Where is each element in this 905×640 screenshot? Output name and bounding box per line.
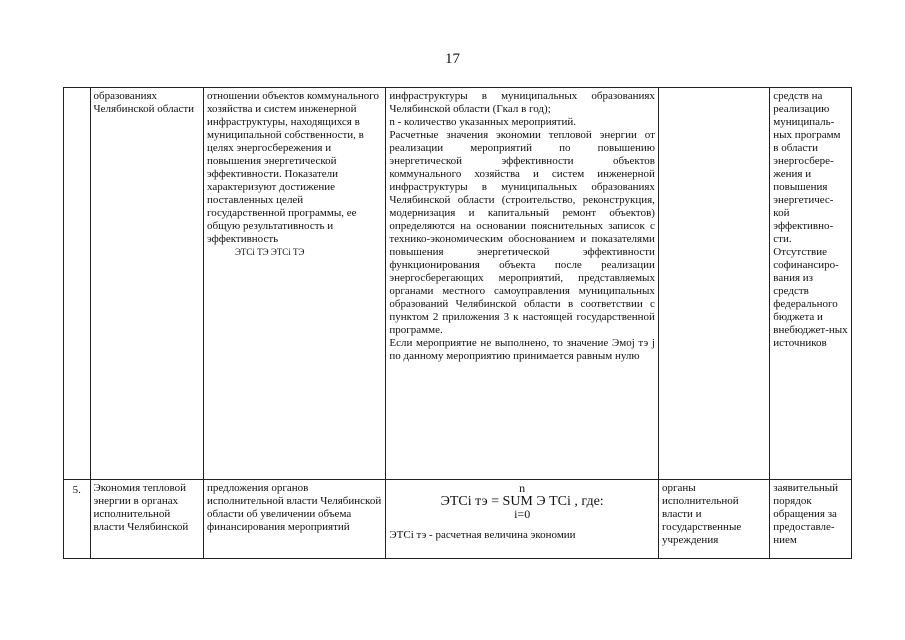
cell-risks: средств на реализацию муниципаль-ных программ в области энергосбере-жения и повышения энергетичес-кой эффективно-сти. Отсутствие софинансиро-вания из средств федерального бюджета и внебюджет-ных источников (770, 88, 852, 480)
cell-number (64, 88, 91, 480)
method-paragraph: ЭТСi тэ - расчетная величина экономии (389, 529, 576, 541)
cell-indicator-name: Экономия тепловой энергии в органах исполнительной власти Челябинской (90, 480, 203, 559)
formula-lower-limit: i=0 (514, 507, 531, 521)
method-paragraph: n - количество указанных мероприятий. (389, 116, 577, 128)
method-paragraph: инфраструктуры в муниципальных образованиях Челябинской области (Гкал в год); (389, 90, 655, 115)
description-text: отношении объектов коммунального хозяйства и систем инженерной инфраструктуры, находящихся в муниципальной собственности, в целях энергосбережения и повышения энергетической эффективности. Показатели характеризуют достижение поставленных целей государственной программы, ее общую результативность и эффективность (206, 90, 379, 245)
cell-source: органы исполнительной власти и государственные учреждения (658, 480, 769, 559)
table-row (64, 88, 852, 480)
description-formula: ЭТСi ТЭ ЭТСi ТЭ (234, 247, 305, 257)
indicators-table (63, 87, 852, 559)
formula-main: ЭТСi тэ = SUM Э ТСi , где: (440, 494, 604, 509)
cell-risks: заявительный порядок обращения за предоставле-нием (770, 480, 852, 559)
cell-indicator-description: предложения органов исполнительной власти Челябинской области об увеличении объема финансирования мероприятий (203, 480, 385, 559)
method-paragraph: Если мероприятие не выполнено, то значение Эмоj тэ j по данному мероприятию принимается равным нулю (389, 337, 655, 362)
cell-indicator-description (203, 88, 385, 480)
cell-source (658, 88, 769, 480)
formula-upper-limit: n (519, 481, 526, 495)
cell-calculation-method (386, 88, 659, 480)
cell-indicator-name: образованиях Челябинской области (90, 88, 203, 480)
cell-number: 5. (64, 480, 91, 559)
page-number: 17 (445, 51, 460, 67)
table-row (64, 480, 852, 559)
method-paragraph: Расчетные значения экономии тепловой энергии от реализации мероприятий по повышению энергетической эффективности объектов коммунального хозяйства и систем инженерной инфраструктуры в муниципальных образованиях Челябинской области (строительство, реконструкция, модернизация и капитальный ремонт объектов) определяются на основании пояснительных записок с технико-экономическим обоснованием и показателями повышения энергетической эффективности функционирования объекта после реализации энергосберегающих мероприятий, представляемых органами местного самоуправления муниципальных образований Челябинской области в соответствии с пунктом 2 приложения 3 к настоящей государственной программе. (389, 129, 655, 336)
cell-calculation-method (386, 480, 659, 559)
